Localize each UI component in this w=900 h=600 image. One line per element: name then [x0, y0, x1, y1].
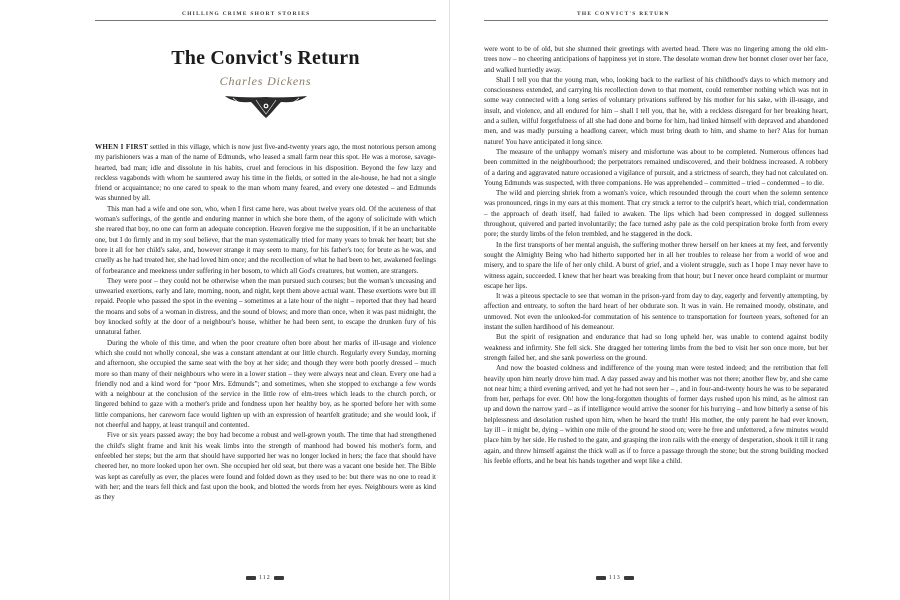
folio-ornament-icon — [246, 576, 256, 580]
body-text-left — [95, 142, 436, 502]
page-number: 112 — [259, 575, 271, 581]
paragraph — [95, 142, 436, 204]
paragraph-text: settled in this village, which is now just five-and-twenty years ago, the most notorious person among my parishioners was a man of the name of Edmunds, who leased a small farm near this spot. He was a morose, savage-hearted, bad man; idle and dissolute in his habits, cruel and ferocious in his disposition. Beyond the few lazy and reckless vagabonds with whom he sauntered away his time in the fields, or sotted in the ale-house, he had not a single friend or acquaintance; no one cared to speak to the man whom many feared, and every one detested – and Edmunds was shunned by all. — [95, 143, 436, 203]
paragraph: In the first transports of her mental anguish, the suffering mother threw herself on her knees at my feet, and fervently sought the Almighty Being who had hitherto supported her in all her troubles to release her from a world of woe and misery, and to spare the life of her only child. A burst of grief, and a violent struggle, such as I hope I may never have to witness again, succeeded. I knew that her heart was breaking from that hour; but I never once heard complaint or murmur escape her lips. — [484, 240, 828, 290]
body-text-right — [484, 44, 828, 466]
paragraph: They were poor – they could not be otherwise when the man pursued such courses; but the woman's unceasing and unwearied exertions, early and late, morning, noon, and night, kept them above actual want. These exertions were but ill repaid. People who passed the spot in the evening – sometimes at a late hour of the night – reported that they had heard the moans and sobs of a woman in distress, and the sound of blows; and more than once, when it was past midnight, the boy knocked softly at the door of a neighbour's house, whither he had been sent, to escape the drunken fury of his unnatural father. — [95, 276, 436, 337]
paragraph: It was a piteous spectacle to see that woman in the prison-yard from day to day, eagerly and fervently attempting, by affection and entreaty, to soften the hard heart of her obdurate son. It was in vain. He remained moody, obstinate, and unmoved. Not even the unlooked-for commutation of his sentence to transportation for fourteen years, softened for an instant the sullen hardihood of his demeanour. — [484, 292, 828, 332]
header-rule-left — [95, 20, 436, 21]
paragraph: were wont to be of old, but she shunned their greetings with averted head. There was no lingering among the old elm-trees now – no cheering anticipations of happiness yet in store. The desolate woman drew her bonnet closer over her face, and walked hurriedly away. — [484, 45, 828, 74]
page-number-right — [596, 575, 634, 581]
lead-in: WHEN I FIRST — [95, 143, 149, 151]
page-number: 113 — [609, 575, 621, 581]
right-page — [450, 0, 900, 600]
title-block — [95, 46, 436, 120]
running-head-right: THE CONVICT'S RETURN — [577, 11, 670, 17]
author-name: Charles Dickens — [219, 74, 312, 88]
paragraph: But the spirit of resignation and endurance that had so long upheld her, was unable to contend against bodily weakness and infirmity. She fell sick. She dragged her tottering limbs from the bed to visit her son once more, but her strength failed her, and she sank powerless on the ground. — [484, 333, 828, 362]
paragraph: The measure of the unhappy woman's misery and misfortune was about to be completed. Numerous offences had been committed in the neighbourhood; the perpetrators remained undiscovered, and their boldness increased. A robbery of a daring and aggravated nature occasioned a vigilance of pursuit, and a strictness of search, they had not calculated on. Young Edmunds was suspected, with three companions. He was apprehended – committed – tried – condemned – to die. — [484, 147, 828, 187]
running-head-left: CHILLING CRIME SHORT STORIES — [182, 11, 311, 17]
paragraph: Five or six years passed away; the boy had become a robust and well-grown youth. The time that had strengthened the child's slight frame and knit his weak limbs into the strength of manhood had bowed his mother's form, and enfeebled her steps; but the arm that should have supported her was no longer locked in hers; the face that should have cheered her, no more looked upon her own. She occupied her old seat, but there was a vacant one beside her. The Bible was kept as carefully as ever, the places were found and folded down as they used to be: but there was no one to read it with her; and the tears fell thick and fast upon the book, and blotted the words from her eyes. Neighbours were as kind as they — [95, 431, 436, 502]
decorative-ornament-icon — [223, 92, 309, 120]
header-rule-right — [484, 20, 828, 21]
story-title: The Convict's Return — [171, 47, 360, 69]
folio-ornament-icon — [596, 576, 606, 580]
folio-ornament-icon — [624, 576, 634, 580]
paragraph: The wild and piercing shriek from a woman's voice, which resounded through the court when the solemn sentence was pronounced, rings in my ears at this moment. That cry struck a terror to the culprit's heart, which trial, condemnation – the approach of death itself, had failed to awaken. The lips which had been compressed in dogged sullenness throughout, quivered and parted involuntarily; the face turned ashy pale as the cold perspiration broke forth from every pore; the sturdy limbs of the felon trembled, and he staggered in the dock. — [484, 189, 828, 239]
paragraph: This man had a wife and one son, who, when I first came here, was about twelve years old. Of the acuteness of that woman's sufferings, of the gentle and enduring manner in which she bore them, of the agony of solicitude with which she reared that boy, no one can form an adequate conception. Heaven forgive me the supposition, if it be an uncharitable one, but I do firmly and in my soul believe, that the man systematically tried for many years to break her heart; but she bore it all for her child's sake, and, however strange it may seem to many, for his father's too; for brute as he was, and cruelly as he had treated her, she had loved him once; and the recollection of what he had been to her, awakened feelings of forbearance and meekness under suffering in her bosom, to which all God's creatures, but women, are strangers. — [95, 204, 436, 275]
paragraph: During the whole of this time, and when the poor creature often bore about her marks of ill-usage and violence which she could not wholly conceal, she was a constant attendant at our little church. Regularly every Sunday, morning and afternoon, she occupied the same seat with the boy at her side; and though they were both poorly dressed – much more so than many of their neighbours who were in a lower station – they were always neat and clean. Every one had a friendly nod and a kind word for “poor Mrs. Edmunds”; and sometimes, when she stopped to exchange a few words with a neighbour at the conclusion of the service in the little row of elm-trees which leads to the church porch, or lingered behind to gaze with a mother's pride and fondness upon her healthy boy, as he sported before her with some little companions, her careworn face would lighten up with an expression of heartfelt gratitude; and she would look, if not cheerful and happy, at least tranquil and contented. — [95, 338, 436, 430]
paragraph: Shall I tell you that the young man, who, looking back to the earliest of his childhood's days to which memory and consciousness extended, and carrying his recollection down to that moment, could remember nothing which was not in some way connected with a long series of voluntary privations suffered by his mother for his sake, with ill-usage, and insult, and violence, and all endured for him – shall I tell you, that he, with a reckless disregard for her breaking heart, and a sullen, wilful forgetfulness of all she had done and borne for him, had linked himself with depraved and abandoned men, and was madly pursuing a headlong career, which must bring death to him, and shame to her? Alas for human nature! You have anticipated it long since. — [484, 75, 828, 146]
paragraph: And now the boasted coldness and indifference of the young man were tested indeed; and the retribution that fell heavily upon him nearly drove him mad. A day passed away and his mother was not there; another flew by, and she came not near him; a third evening arrived, and yet he had not seen her – , and in four-and-twenty hours he was to be separated from her, perhaps for ever. Oh! how the long-forgotten thoughts of former days rushed upon his mind, as he almost ran up and down the narrow yard – as if intelligence would arrive the sooner for his hurrying – and how bitterly a sense of his helplessness and desolation rushed upon him, when he heard the truth! His mother, the only parent he had ever known, lay ill – it might be, dying – within one mile of the ground he stood on; were he free and unfettered, a few minutes would place him by her side. He rushed to the gate, and grasping the iron rails with the energy of desperation, shook it till it rang again, and threw himself against the thick wall as if to force a passage through the stone; but the strong building mocked his feeble efforts, and he beat his hands together and wept like a child. — [484, 364, 828, 465]
page-number-left — [246, 575, 284, 581]
folio-ornament-icon — [274, 576, 284, 580]
